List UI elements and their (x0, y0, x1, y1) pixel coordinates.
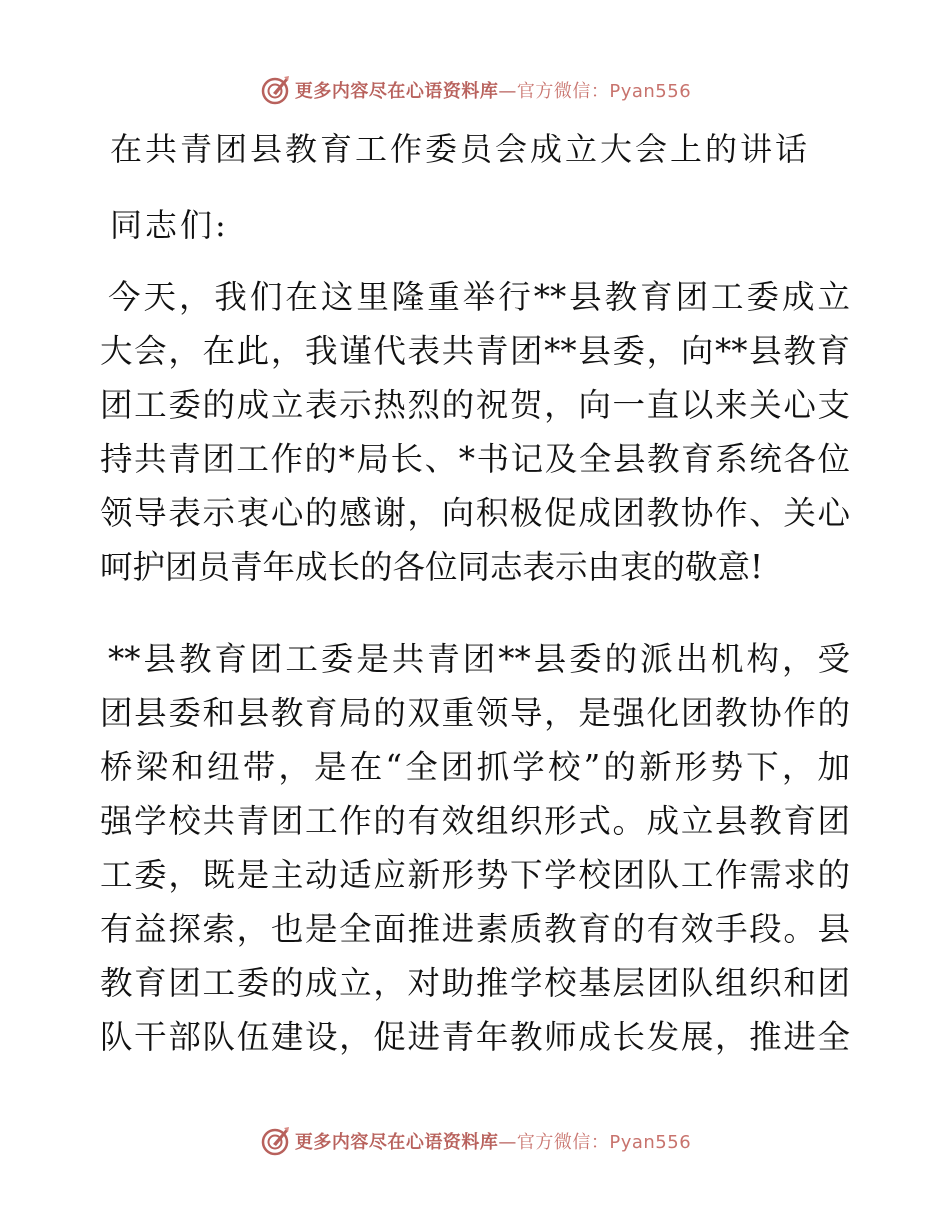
paragraph-line: 工委，既是主动适应新形势下学校团队工作需求的 (100, 856, 850, 894)
paragraph-line: 今天，我们在这里隆重举行**县教育团工委成立 (108, 278, 850, 316)
footer-watermark (0, 1121, 950, 1161)
quill-logo-icon (259, 74, 291, 106)
paragraph-line: 大会，在此，我谨代表共青团**县委，向**县教育 (100, 332, 850, 370)
paragraph-line: 呵护团员青年成长的各位同志表示由衷的敬意! (100, 548, 764, 586)
paragraph-line: 持共青团工作的*局长、*书记及全县教育系统各位 (100, 440, 850, 478)
paragraph-line: 教育团工委的成立，对助推学校基层团队组织和团 (100, 964, 850, 1002)
paragraph-line: 强学校共青团工作的有效组织形式。成立县教育团 (100, 802, 850, 840)
paragraph-line: 队干部队伍建设，促进青年教师成长发展，推进全 (100, 1018, 850, 1056)
paragraph-line: 桥梁和纽带，是在“全团抓学校”的新形势下，加 (100, 748, 850, 786)
paragraph-2 (100, 632, 850, 1064)
paragraph-line: 有益探索，也是全面推进素质教育的有效手段。县 (100, 910, 850, 948)
paragraph-1 (100, 270, 850, 594)
paragraph-line: 领导表示衷心的感谢，向积极促成团教协作、关心 (100, 494, 850, 532)
paragraph-line: 团工委的成立表示热烈的祝贺，向一直以来关心支 (100, 386, 850, 424)
watermark-site-text: 更多内容尽在心语资料库 (294, 81, 499, 102)
paragraph-line: **县教育团工委是共青团**县委的派出机构，受 (108, 640, 850, 678)
watermark-dash: — (498, 1132, 517, 1153)
watermark-official-text: 官方微信：Pyan556 (516, 81, 692, 102)
quill-logo-icon (259, 1125, 291, 1157)
paragraph-line: 团县委和县教育局的双重领导，是强化团教协作的 (100, 694, 850, 732)
document-title: 在共青团县教育工作委员会成立大会上的讲话 (110, 130, 811, 168)
watermark-official-text: 官方微信：Pyan556 (516, 1132, 692, 1153)
watermark-site-text: 更多内容尽在心语资料库 (294, 1132, 499, 1153)
salutation: 同志们: (110, 206, 229, 244)
watermark-dash: — (498, 81, 517, 102)
header-watermark (0, 70, 950, 110)
